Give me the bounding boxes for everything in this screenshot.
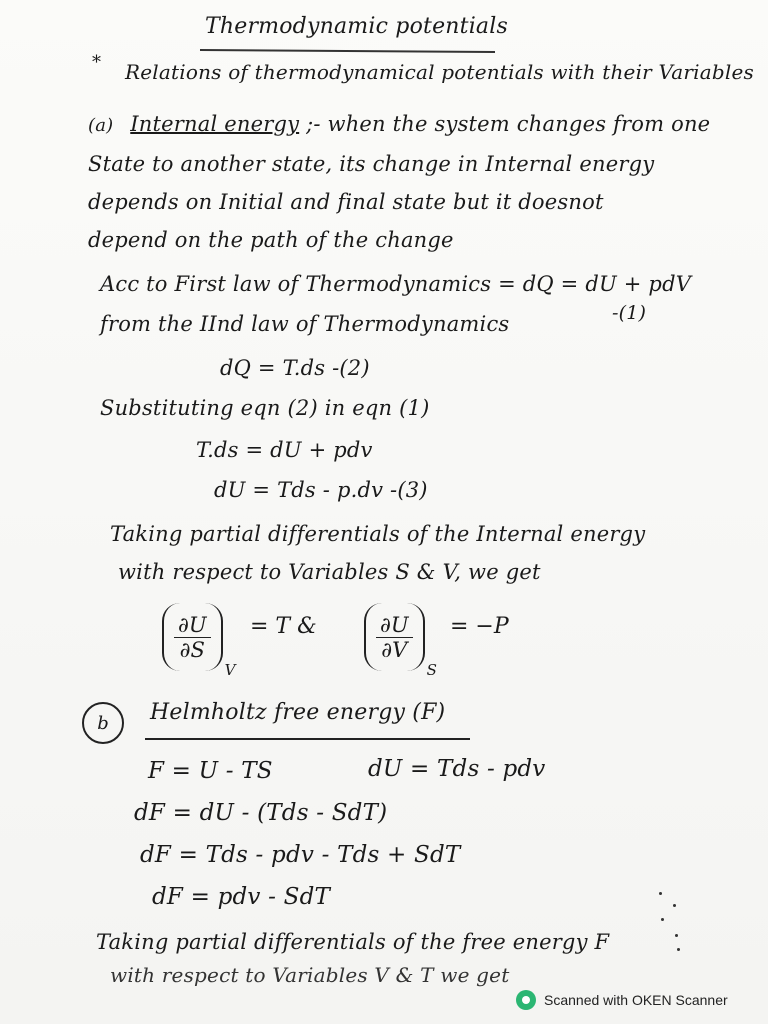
respect-variables-v-t: with respect to Variables V & T we get: [110, 963, 510, 987]
partial-derivative-u-v: [364, 603, 437, 679]
scanner-text: Scanned with OKEN Scanner: [544, 992, 728, 1008]
subscript: V: [224, 661, 236, 679]
section-a-intro: [88, 112, 710, 136]
dot: [659, 892, 662, 895]
margin-dots: [655, 890, 685, 970]
parenthesis: [162, 603, 223, 671]
taking-partial-free-energy: Taking partial differentials of the free energy F: [96, 930, 610, 954]
equation-f: F = U - TS: [148, 758, 273, 784]
dot: [673, 904, 676, 907]
page-title: Thermodynamic potentials: [205, 14, 508, 39]
section-a-label: (a): [88, 115, 114, 136]
equation-2: dQ = T.ds -(2): [220, 356, 370, 380]
equation-du: dU = Tds - pdv: [368, 756, 546, 782]
substituting-line: Substituting eqn (2) in eqn (1): [100, 396, 430, 420]
section-b-label: b: [82, 702, 124, 744]
section-b-underline: [145, 738, 470, 740]
dot: [661, 918, 664, 921]
oken-logo-icon: [516, 990, 536, 1010]
relations-heading: Relations of thermodynamical potentials with their Variables: [125, 60, 755, 84]
fraction: [376, 613, 413, 662]
equation-df-3: dF = pdv - SdT: [152, 884, 331, 910]
first-law-line: Acc to First law of Thermodynamics = dQ = dU + pdV: [100, 272, 692, 296]
text-line: depends on Initial and final state but it doesnot: [88, 190, 604, 214]
parenthesis: [364, 603, 425, 671]
denominator: ∂V: [381, 637, 408, 662]
relation-2: = −P: [450, 614, 509, 639]
section-a-text: when the system changes from one: [327, 112, 711, 136]
scanner-watermark: [516, 990, 728, 1010]
equation-df-2: dF = Tds - pdv - Tds + SdT: [140, 842, 461, 868]
section-b-heading: Helmholtz free energy (F): [150, 700, 446, 725]
dot: [675, 934, 678, 937]
partial-derivative-u-s: [162, 603, 236, 679]
taking-partial-line: Taking partial differentials of the Internal energy: [110, 522, 646, 546]
section-a-heading: Internal energy: [130, 112, 300, 136]
text-line: depend on the path of the change: [88, 228, 454, 252]
second-law-line: from the IInd law of Thermodynamics: [100, 312, 510, 336]
equation-df-1: dF = dU - (Tds - SdT): [134, 800, 388, 826]
section-a-heading-separator: ;-: [306, 112, 321, 136]
title-underline: [200, 49, 495, 53]
numerator: ∂U: [174, 613, 211, 638]
respect-variables-line: with respect to Variables S & V, we get: [118, 560, 541, 584]
subscript: S: [426, 661, 437, 679]
relation-1: = T &: [250, 614, 317, 639]
text-line: State to another state, its change in Internal energy: [88, 152, 655, 176]
bullet-marker: *: [92, 52, 102, 73]
equation-3: dU = Tds - p.dv -(3): [214, 478, 428, 502]
fraction: [174, 613, 211, 662]
numerator: ∂U: [376, 613, 413, 638]
dot: [677, 948, 680, 951]
equation-tag-1: -(1): [612, 302, 647, 324]
equation-tds: T.ds = dU + pdv: [196, 438, 373, 462]
denominator: ∂S: [179, 637, 205, 662]
